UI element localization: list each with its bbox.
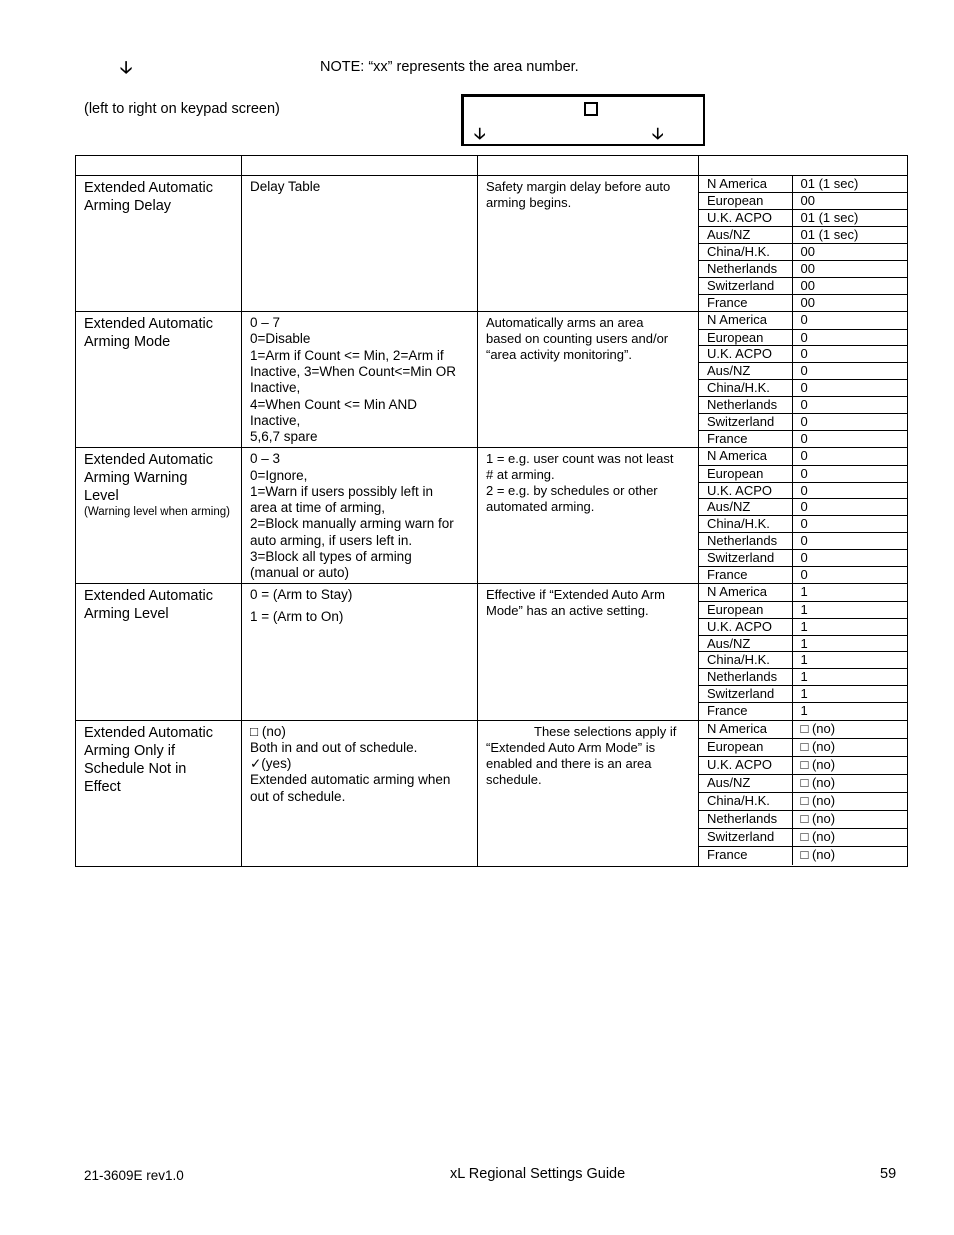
description-line: arming begins.: [486, 195, 572, 210]
values-line: (manual or auto): [250, 565, 350, 581]
values-line: 1 = (Arm to On): [250, 608, 344, 624]
region-name: Switzerland: [699, 277, 792, 294]
values-line: Inactive, 3=When Count<=Min OR: [250, 364, 456, 380]
region-row: [699, 635, 907, 652]
values-line: 1=Warn if users possibly left in: [250, 483, 433, 499]
region-row: [699, 550, 907, 567]
region-row: [699, 448, 907, 465]
regional-defaults-table: [699, 584, 907, 719]
region-row: [699, 516, 907, 533]
values-line: ✓(yes): [250, 756, 292, 772]
feature-name-line: Extended Automatic: [84, 588, 213, 605]
region-default-value: 0: [792, 465, 907, 482]
region-row: [699, 312, 907, 329]
feature-name-cell: [76, 720, 242, 866]
regional-defaults-cell: [699, 448, 908, 584]
region-name: China/H.K.: [699, 793, 792, 811]
region-name: European: [699, 193, 792, 210]
region-name: Aus/NZ: [699, 363, 792, 380]
region-name: Aus/NZ: [699, 635, 792, 652]
region-name: U.K. ACPO: [699, 210, 792, 227]
region-row: [699, 380, 907, 397]
region-name: European: [699, 739, 792, 757]
description-line: Safety margin delay before auto: [486, 179, 671, 194]
region-default-value: 01 (1 sec): [792, 210, 907, 227]
region-default-value: 1: [792, 703, 907, 720]
region-default-value: 01 (1 sec): [792, 176, 907, 193]
table-row: [76, 448, 908, 584]
description-cell: [478, 720, 699, 866]
table-row: [76, 176, 908, 312]
region-default-value: 1: [792, 669, 907, 686]
region-name: France: [699, 566, 792, 583]
feature-name-note: (Warning level when arming): [84, 506, 230, 519]
region-name: China/H.K.: [699, 652, 792, 669]
region-default-value: 0: [792, 482, 907, 499]
description-cell: [478, 176, 699, 312]
region-default-value: □ (no): [792, 757, 907, 775]
values-line: 0 – 3: [250, 451, 281, 467]
feature-name-line: Arming Delay: [84, 198, 172, 214]
doc-number: 21-3609E rev1.0: [84, 1168, 184, 1183]
feature-name-cell: [76, 312, 242, 448]
region-default-value: 1: [792, 618, 907, 635]
region-name: European: [699, 329, 792, 346]
region-default-value: 1: [792, 635, 907, 652]
regional-defaults-cell: [699, 176, 908, 312]
description-line: 2 = e.g. by schedules or other: [486, 483, 658, 499]
doc-title: xL Regional Settings Guide: [450, 1166, 626, 1182]
description-line: automated arming.: [486, 499, 595, 515]
region-row: [699, 847, 907, 865]
region-row: [699, 193, 907, 210]
region-default-value: 0: [792, 430, 907, 447]
region-default-value: 0: [792, 448, 907, 465]
region-default-value: 00: [792, 244, 907, 261]
values-line: Extended automatic arming when: [250, 772, 451, 788]
description-cell: [478, 448, 699, 584]
region-default-value: 0: [792, 346, 907, 363]
region-row: [699, 329, 907, 346]
region-row: [699, 210, 907, 227]
down-arrow-icon: 🡣: [120, 58, 133, 77]
region-name: Netherlands: [699, 533, 792, 550]
feature-name-cell: [76, 176, 242, 312]
description-line: enabled and there is an area: [486, 755, 652, 771]
region-name: Switzerland: [699, 413, 792, 430]
region-default-value: □ (no): [792, 793, 907, 811]
region-default-value: □ (no): [792, 829, 907, 847]
region-default-value: 1: [792, 601, 907, 618]
region-row: [699, 686, 907, 703]
settings-table: [75, 155, 908, 867]
values-cell: [242, 448, 478, 584]
region-row: [699, 277, 907, 294]
region-name: France: [699, 430, 792, 447]
keypad-caption: (left to right on keypad screen): [84, 101, 280, 117]
region-default-value: 00: [792, 193, 907, 210]
region-row: [699, 775, 907, 793]
region-row: [699, 499, 907, 516]
values-cell: [242, 720, 478, 866]
region-name: European: [699, 465, 792, 482]
description-line: “area activity monitoring”.: [486, 347, 632, 363]
region-row: [699, 652, 907, 669]
feature-name-line: Arming Mode: [84, 334, 171, 351]
regional-defaults-cell: [699, 720, 908, 866]
region-default-value: □ (no): [792, 775, 907, 793]
regional-defaults-table: [699, 721, 907, 865]
values-line: out of schedule.: [250, 788, 346, 804]
region-row: [699, 757, 907, 775]
region-row: [699, 601, 907, 618]
region-name: U.K. ACPO: [699, 482, 792, 499]
description-line: based on counting users and/or: [486, 331, 669, 347]
region-name: Netherlands: [699, 397, 792, 414]
region-default-value: 1: [792, 686, 907, 703]
region-default-value: 1: [792, 584, 907, 601]
region-name: China/H.K.: [699, 380, 792, 397]
region-row: [699, 721, 907, 739]
region-default-value: 0: [792, 380, 907, 397]
region-default-value: 00: [792, 260, 907, 277]
header-cell-defaults: [699, 156, 908, 176]
region-name: France: [699, 703, 792, 720]
header-cell-feature: [76, 156, 242, 176]
description-line: Mode” has an active setting.: [486, 603, 649, 619]
region-row: [699, 430, 907, 447]
region-row: [699, 260, 907, 277]
region-name: France: [699, 294, 792, 311]
values-line: 0=Ignore,: [250, 467, 308, 483]
values-line: Inactive,: [250, 412, 301, 428]
regional-defaults-table: [699, 176, 907, 311]
region-row: [699, 227, 907, 244]
region-row: [699, 584, 907, 601]
values-line: auto arming, if users left in.: [250, 532, 413, 548]
region-default-value: 0: [792, 413, 907, 430]
square-icon: [584, 102, 598, 116]
feature-name-line: Extended Automatic: [84, 452, 213, 469]
region-default-value: 01 (1 sec): [792, 227, 907, 244]
region-row: [699, 739, 907, 757]
region-default-value: 0: [792, 397, 907, 414]
region-default-value: 0: [792, 533, 907, 550]
region-row: [699, 669, 907, 686]
feature-name-line: Schedule Not in: [84, 760, 187, 777]
region-default-value: 1: [792, 652, 907, 669]
table-row: [76, 584, 908, 720]
region-name: Aus/NZ: [699, 227, 792, 244]
table-header-row: [76, 156, 908, 176]
region-row: [699, 244, 907, 261]
feature-name-cell: [76, 448, 242, 584]
region-default-value: □ (no): [792, 739, 907, 757]
regional-defaults-cell: [699, 584, 908, 720]
feature-name-line: Arming Only if: [84, 742, 176, 759]
region-row: [699, 294, 907, 311]
region-row: [699, 413, 907, 430]
region-name: U.K. ACPO: [699, 757, 792, 775]
feature-name-line: Arming Warning: [84, 470, 188, 487]
region-row: [699, 811, 907, 829]
description-cell: [478, 584, 699, 720]
region-name: France: [699, 847, 792, 865]
header-cell-description: [478, 156, 699, 176]
region-default-value: 00: [792, 277, 907, 294]
region-name: Switzerland: [699, 686, 792, 703]
region-row: [699, 346, 907, 363]
table-row: [76, 312, 908, 448]
description-line: Automatically arms an area: [486, 315, 644, 331]
values-line: 4=When Count <= Min AND: [250, 396, 417, 412]
region-default-value: 0: [792, 363, 907, 380]
region-name: Aus/NZ: [699, 499, 792, 516]
regional-defaults-cell: [699, 312, 908, 448]
values-line: 0 – 7: [250, 315, 281, 331]
region-name: China/H.K.: [699, 244, 792, 261]
region-row: [699, 618, 907, 635]
region-name: Netherlands: [699, 669, 792, 686]
area-number-note: NOTE: “xx” represents the area number.: [320, 59, 579, 75]
feature-name-line: Arming Level: [84, 606, 169, 623]
feature-name-line: Extended Automatic: [84, 180, 213, 196]
region-default-value: □ (no): [792, 721, 907, 739]
down-arrow-icon-right: 🡣: [652, 126, 664, 143]
description-line: Effective if “Extended Auto Arm: [486, 587, 665, 603]
region-default-value: 0: [792, 550, 907, 567]
region-name: Aus/NZ: [699, 775, 792, 793]
region-name: N America: [699, 176, 792, 193]
table-row: [76, 720, 908, 866]
feature-name-cell: [76, 584, 242, 720]
feature-name-line: Level: [84, 488, 119, 505]
values-line: Both in and out of schedule.: [250, 739, 418, 755]
region-default-value: 0: [792, 329, 907, 346]
header-cell-values: [242, 156, 478, 176]
regional-defaults-table: [699, 312, 907, 447]
regional-defaults-table: [699, 448, 907, 583]
region-name: Netherlands: [699, 260, 792, 277]
region-name: China/H.K.: [699, 516, 792, 533]
feature-name-line: Extended Automatic: [84, 724, 213, 741]
values-line: □ (no): [250, 723, 286, 739]
feature-name-line: Effect: [84, 778, 121, 795]
values-line: Inactive,: [250, 380, 301, 396]
region-name: Netherlands: [699, 811, 792, 829]
region-name: N America: [699, 721, 792, 739]
values-line: 0 = (Arm to Stay): [250, 587, 353, 603]
region-default-value: □ (no): [792, 811, 907, 829]
region-name: European: [699, 601, 792, 618]
values-line: 5,6,7 spare: [250, 429, 318, 445]
values-line: Delay Table: [250, 179, 321, 194]
region-row: [699, 793, 907, 811]
region-row: [699, 176, 907, 193]
description-line: These selections apply if: [534, 723, 677, 739]
region-name: Switzerland: [699, 829, 792, 847]
region-name: U.K. ACPO: [699, 346, 792, 363]
feature-name-line: Extended Automatic: [84, 316, 213, 333]
values-cell: [242, 312, 478, 448]
region-row: [699, 566, 907, 583]
region-default-value: 0: [792, 499, 907, 516]
region-default-value: 00: [792, 294, 907, 311]
region-name: N America: [699, 312, 792, 329]
values-line: 2=Block manually arming warn for: [250, 516, 454, 532]
region-default-value: 0: [792, 516, 907, 533]
region-default-value: 0: [792, 566, 907, 583]
region-name: N America: [699, 584, 792, 601]
values-cell: [242, 176, 478, 312]
region-row: [699, 397, 907, 414]
region-row: [699, 482, 907, 499]
region-name: N America: [699, 448, 792, 465]
values-line: 3=Block all types of arming: [250, 549, 412, 565]
region-name: Switzerland: [699, 550, 792, 567]
region-default-value: □ (no): [792, 847, 907, 865]
region-row: [699, 703, 907, 720]
values-line: area at time of arming,: [250, 500, 386, 516]
values-line: 1=Arm if Count <= Min, 2=Arm if: [250, 347, 444, 363]
values-line: 0=Disable: [250, 331, 311, 347]
region-row: [699, 363, 907, 380]
description-line: # at arming.: [486, 467, 555, 483]
region-row: [699, 465, 907, 482]
keypad-screen-display: [461, 94, 705, 146]
page-number: 59: [880, 1166, 897, 1182]
region-row: [699, 829, 907, 847]
description-line: schedule.: [486, 771, 542, 787]
region-row: [699, 533, 907, 550]
description-line: 1 = e.g. user count was not least: [486, 451, 674, 467]
down-arrow-icon-left: 🡣: [474, 126, 486, 143]
description-line: “Extended Auto Arm Mode” is: [486, 739, 656, 755]
region-default-value: 0: [792, 312, 907, 329]
region-name: U.K. ACPO: [699, 618, 792, 635]
description-cell: [478, 312, 699, 448]
values-cell: [242, 584, 478, 720]
